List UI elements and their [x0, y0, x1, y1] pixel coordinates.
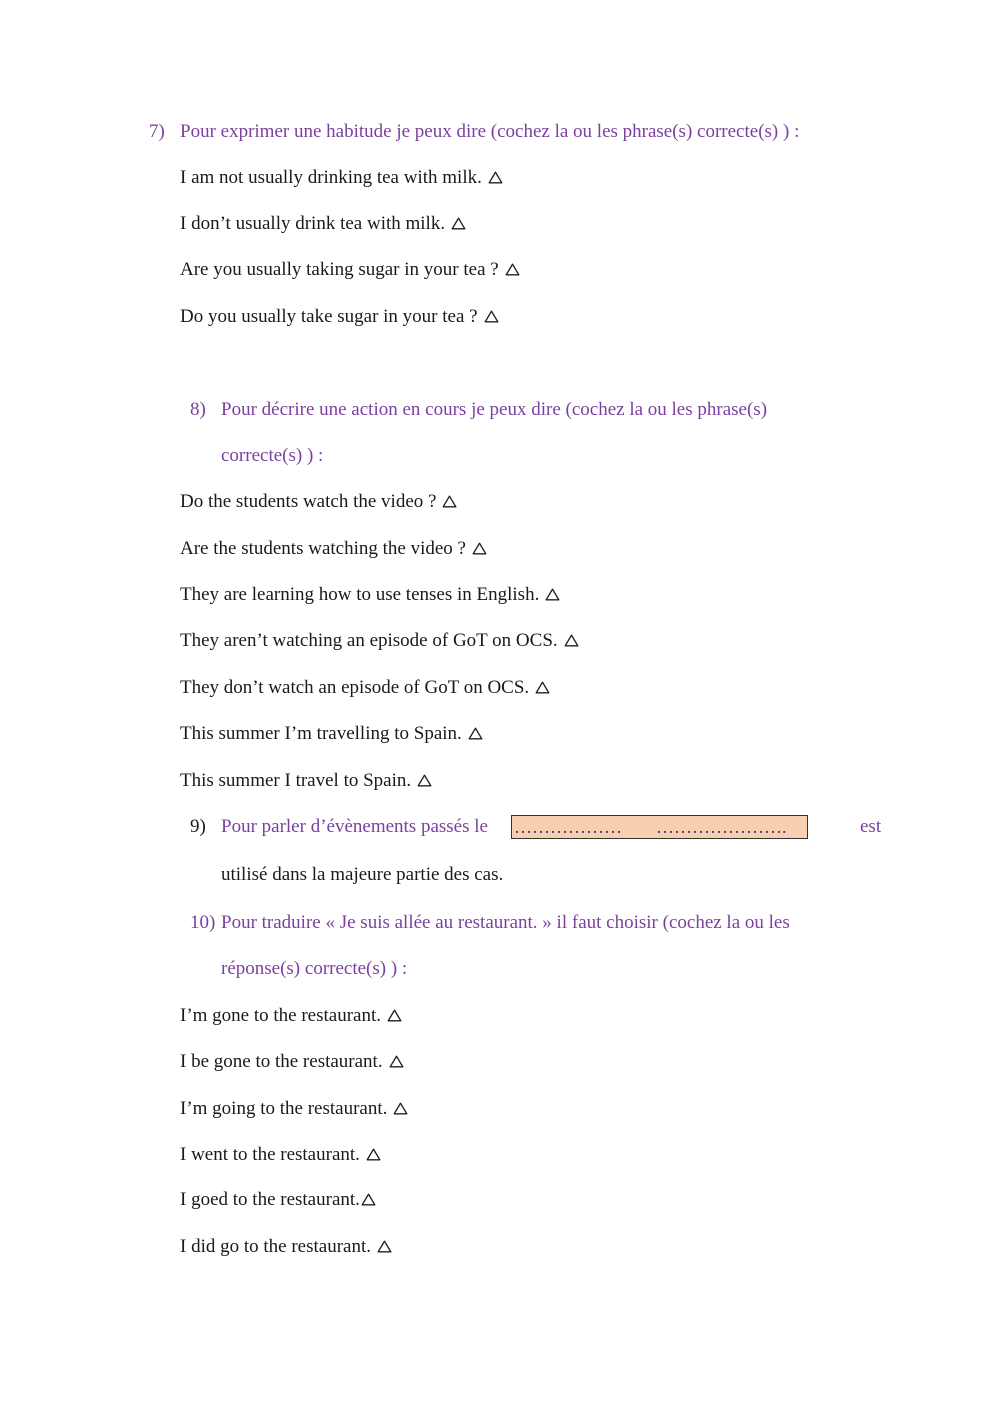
option-text: I goed to the restaurant. — [180, 1189, 360, 1210]
option-text: I went to the restaurant. — [180, 1144, 360, 1165]
q10-prompt-line1: Pour traduire « Je suis allée au restaurant. » il faut choisir (cochez la ou les — [221, 912, 790, 933]
q9-prompt-line2: utilisé dans la majeure partie des cas. — [221, 864, 504, 885]
option-text: I am not usually drinking tea with milk. — [180, 167, 482, 188]
triangle-checkbox-icon[interactable] — [564, 634, 579, 647]
option-text: They don’t watch an episode of GoT on OCS. — [180, 677, 530, 698]
triangle-checkbox-icon[interactable] — [361, 1193, 376, 1206]
q8-option-3[interactable] — [180, 583, 560, 607]
option-text: I’m gone to the restaurant. — [180, 1005, 382, 1026]
q8-prompt-line1: Pour décrire une action en cours je peux dire (cochez la ou les phrase(s) — [221, 399, 768, 420]
triangle-checkbox-icon[interactable] — [442, 495, 457, 508]
q10-prompt-line2: réponse(s) correcte(s) ) : — [221, 958, 408, 979]
q9-answer-blank-input[interactable] — [511, 815, 808, 839]
option-text: This summer I’m travelling to Spain. — [180, 723, 462, 744]
q9-prompt-before: Pour parler d’évènements passés le — [221, 816, 488, 837]
triangle-checkbox-icon[interactable] — [417, 774, 432, 787]
q10-option-3[interactable] — [180, 1097, 408, 1121]
option-text: I did go to the restaurant. — [180, 1236, 372, 1257]
q10-option-1[interactable] — [180, 1004, 402, 1028]
option-text: They aren’t watching an episode of GoT on OCS. — [180, 630, 558, 651]
q8-option-7[interactable] — [180, 769, 432, 793]
triangle-checkbox-icon[interactable] — [484, 310, 499, 323]
triangle-checkbox-icon[interactable] — [535, 681, 550, 694]
triangle-checkbox-icon[interactable] — [472, 542, 487, 555]
triangle-checkbox-icon[interactable] — [377, 1240, 392, 1253]
triangle-checkbox-icon[interactable] — [545, 588, 560, 601]
q9-prompt-after: est — [860, 816, 882, 837]
q8-prompt-line2: correcte(s) ) : — [221, 445, 324, 466]
q7-option-1[interactable] — [180, 166, 503, 190]
option-text: Do you usually take sugar in your tea ? — [180, 306, 478, 327]
q10-option-6[interactable] — [180, 1235, 392, 1259]
option-text: I’m going to the restaurant. — [180, 1098, 388, 1119]
triangle-checkbox-icon[interactable] — [488, 171, 503, 184]
q9-number: 9) — [190, 816, 206, 837]
q8-option-6[interactable] — [180, 722, 483, 746]
q8-option-4[interactable] — [180, 629, 579, 653]
q8-option-1[interactable] — [180, 490, 457, 514]
triangle-checkbox-icon[interactable] — [393, 1102, 408, 1115]
q7-number: 7) — [149, 121, 165, 142]
triangle-checkbox-icon[interactable] — [387, 1009, 402, 1022]
q8-number: 8) — [190, 399, 206, 420]
option-text: I be gone to the restaurant. — [180, 1051, 383, 1072]
option-text: Are the students watching the video ? — [180, 538, 466, 559]
option-text: This summer I travel to Spain. — [180, 770, 412, 791]
option-text: Are you usually taking sugar in your tea ? — [180, 259, 499, 280]
q10-option-2[interactable] — [180, 1050, 404, 1074]
q8-option-2[interactable] — [180, 537, 487, 561]
q8-option-5[interactable] — [180, 676, 550, 700]
blank-dots-1: ……………… — [514, 816, 622, 837]
q10-option-4[interactable] — [180, 1143, 381, 1167]
q7-prompt: Pour exprimer une habitude je peux dire (cochez la ou les phrase(s) correcte(s) ) : — [180, 121, 800, 142]
triangle-checkbox-icon[interactable] — [505, 263, 520, 276]
option-text: Do the students watch the video ? — [180, 491, 437, 512]
q10-option-5[interactable] — [180, 1188, 376, 1212]
blank-dots-2: …………………. — [656, 816, 787, 837]
q7-option-2[interactable] — [180, 212, 466, 236]
triangle-checkbox-icon[interactable] — [366, 1148, 381, 1161]
triangle-checkbox-icon[interactable] — [468, 727, 483, 740]
option-text: They are learning how to use tenses in English. — [180, 584, 540, 605]
q7-option-3[interactable] — [180, 258, 520, 282]
q10-number: 10) — [190, 912, 216, 933]
triangle-checkbox-icon[interactable] — [389, 1055, 404, 1068]
triangle-checkbox-icon[interactable] — [451, 217, 466, 230]
q7-option-4[interactable] — [180, 305, 499, 329]
option-text: I don’t usually drink tea with milk. — [180, 213, 446, 234]
